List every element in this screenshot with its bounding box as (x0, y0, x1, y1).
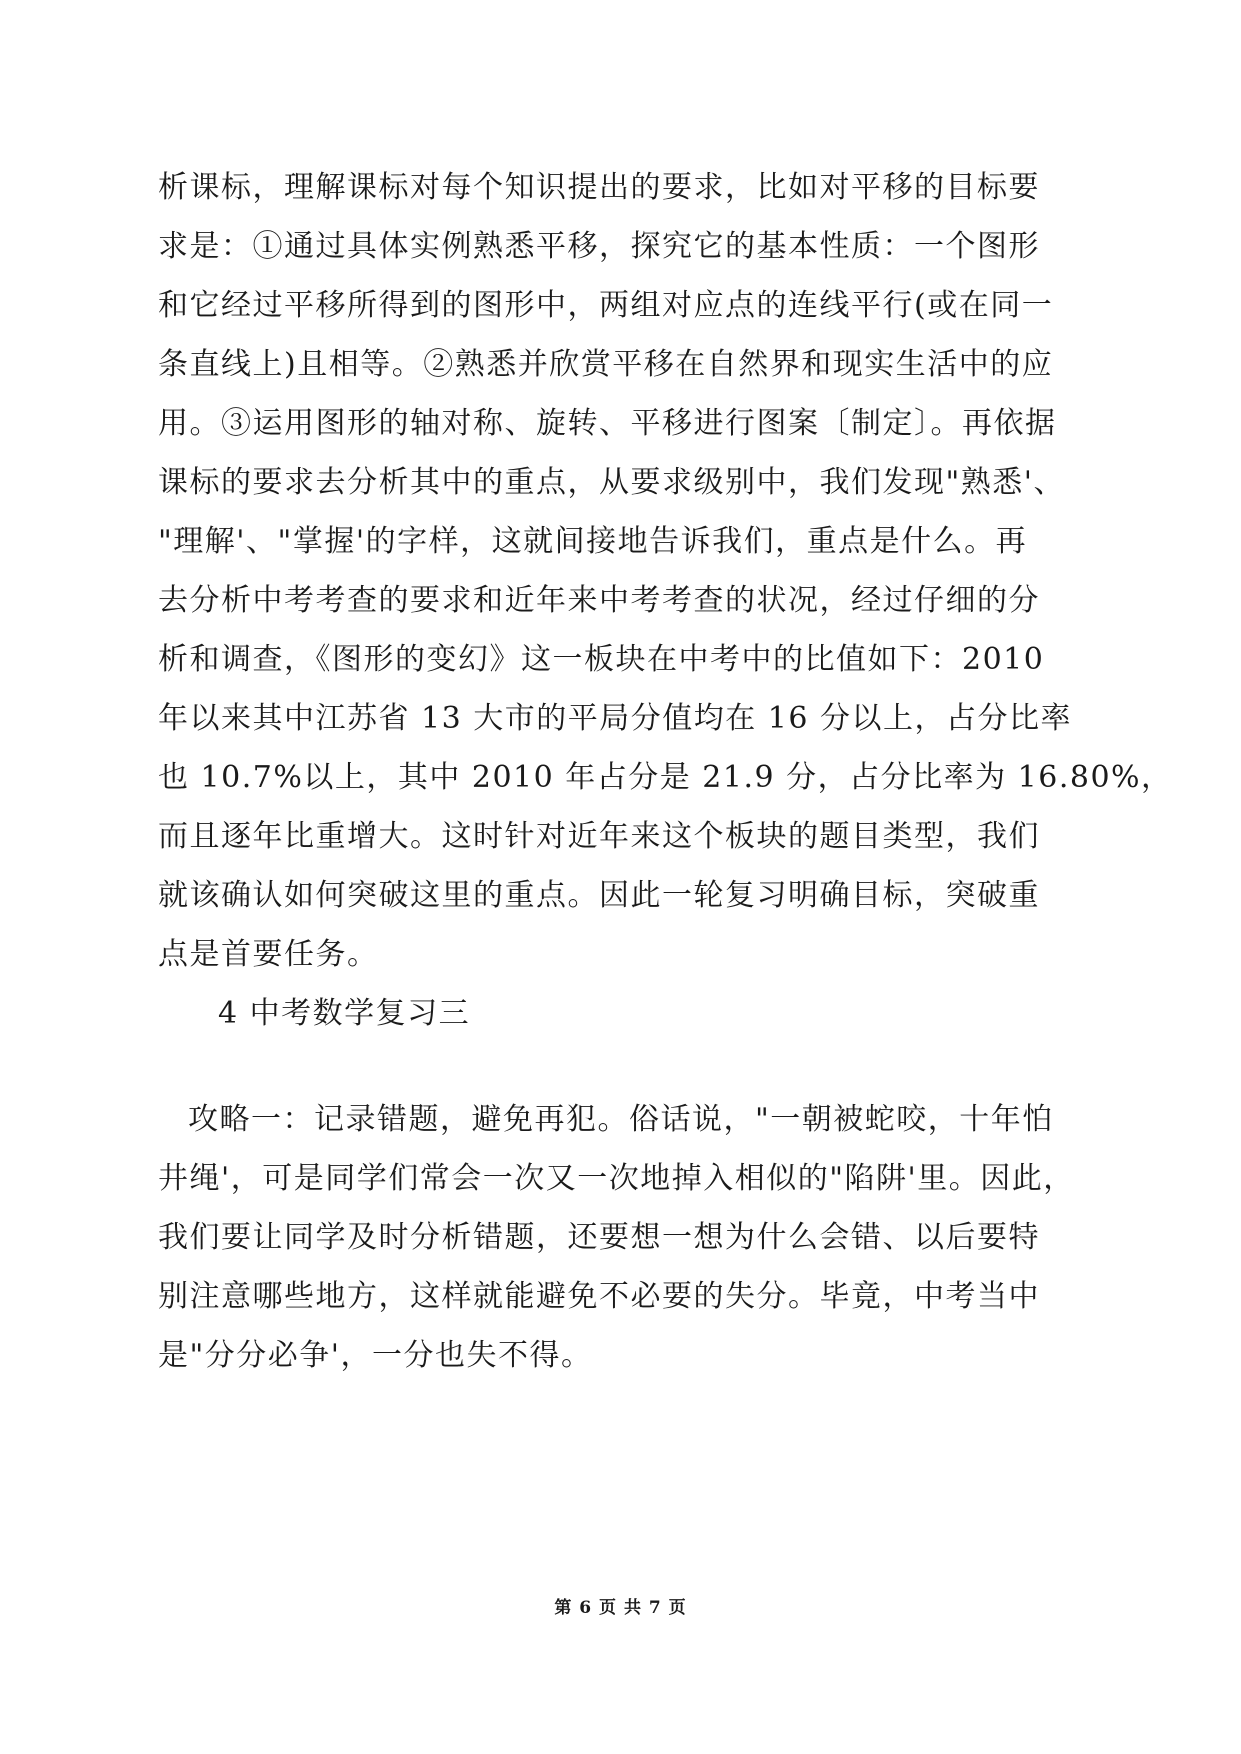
paragraph-line: 年以来其中江苏省 13 大市的平局分值均在 16 分以上，占分比率 (158, 701, 1072, 736)
paragraph-line: "理解'、"掌握'的字样，这就间接地告诉我们，重点是什么。再 (158, 524, 1028, 559)
paragraph-line: 也 10.7%以上，其中 2010 年占分是 21.9 分，占分比率为 16.80%， (158, 760, 1173, 795)
paragraph-line: 就该确认如何突破这里的重点。因此一轮复习明确目标，突破重 (158, 878, 1040, 913)
paragraph-line: 析和调查，《图形的变幻》这一板块在中考中的比值如下：2010 (158, 642, 1045, 677)
paragraph-line: 攻略一：记录错题，避免再犯。俗话说，"一朝被蛇咬，十年怕 (188, 1102, 1054, 1137)
paragraph-line: 井绳'，可是同学们常会一次又一次地掉入相似的"陷阱'里。因此， (158, 1161, 1075, 1196)
paragraph-line: 而且逐年比重增大。这时针对近年来这个板块的题目类型，我们 (158, 819, 1040, 854)
paragraph-line: 求是：①通过具体实例熟悉平移，探究它的基本性质：一个图形 (158, 229, 1040, 264)
paragraph-line: 别注意哪些地方，这样就能避免不必要的失分。毕竟，中考当中 (158, 1279, 1040, 1314)
paragraph-line: 和它经过平移所得到的图形中，两组对应点的连线平行(或在同一 (158, 288, 1054, 323)
paragraph-line: 条直线上)且相等。②熟悉并欣赏平移在自然界和现实生活中的应 (158, 347, 1054, 382)
paragraph-line: 析课标，理解课标对每个知识提出的要求，比如对平移的目标要 (158, 170, 1040, 205)
page-number-footer: 第 6 页 共 7 页 (554, 1598, 687, 1618)
paragraph-line: 课标的要求去分析其中的重点，从要求级别中，我们发现"熟悉'、 (158, 465, 1066, 500)
paragraph-line: 去分析中考考查的要求和近年来中考考查的状况，经过仔细的分 (158, 583, 1040, 618)
paragraph-line: 是"分分必争'，一分也失不得。 (158, 1338, 593, 1373)
section-heading: 4 中考数学复习三 (218, 996, 471, 1031)
paragraph-line: 我们要让同学及时分析错题，还要想一想为什么会错、以后要特 (158, 1220, 1040, 1255)
paragraph-line: 用。③运用图形的轴对称、旋转、平移进行图案〔制定〕。再依据 (158, 406, 1057, 441)
paragraph-line: 点是首要任务。 (158, 937, 379, 972)
